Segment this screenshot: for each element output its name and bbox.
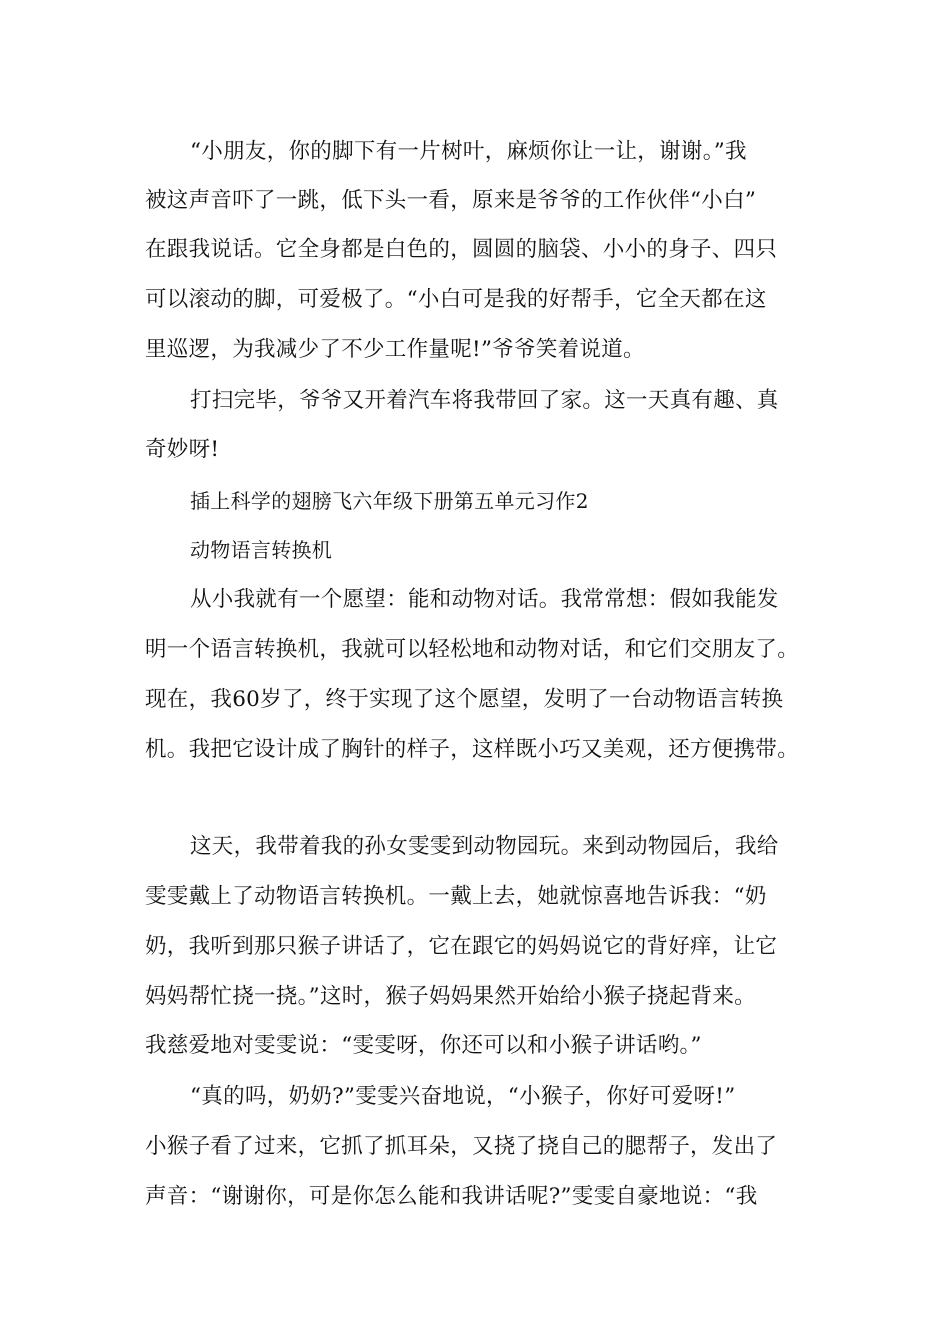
text-line: 这天，我带着我的孙女雯雯到动物园玩。来到动物园后，我给: [190, 834, 779, 859]
text-line: 里巡逻，为我减少了不少工作量呢!”爷爷笑着说道。: [145, 337, 645, 362]
text-line: 在跟我说话。它全身都是白色的，圆圆的脑袋、小小的身子、四只: [145, 237, 778, 262]
section-title: 插上科学的翅膀飞六年级下册第五单元习作2: [190, 489, 589, 513]
text-line: 从小我就有一个愿望：能和动物对话。我常常想：假如我能发: [190, 587, 779, 612]
text-line: 现在，我60岁了，终于实现了这个愿望，发明了一台动物语言转换: [145, 687, 784, 712]
text-line: 被这声音吓了一跳，低下头一看，原来是爷爷的工作伙伴“小白”: [145, 188, 757, 213]
text-line: 妈妈帮忙挠一挠。”这时，猴子妈妈果然开始给小猴子挠起背来。: [145, 984, 756, 1009]
text-line: “小朋友，你的脚下有一片树叶，麻烦你让一让，谢谢。”我: [190, 139, 747, 164]
text-line: 可以滚动的脚，可爱极了。“小白可是我的好帮手，它全天都在这: [145, 287, 767, 312]
text-line: 明一个语言转换机，我就可以轻松地和动物对话，和它们交朋友了。: [145, 637, 800, 662]
text-line: 打扫完毕，爷爷又开着汽车将我带回了家。这一天真有趣、真: [190, 388, 779, 413]
text-line: 雯雯戴上了动物语言转换机。一戴上去，她就惊喜地告诉我：“奶: [145, 884, 767, 909]
essay-title: 动物语言转换机: [190, 538, 333, 562]
text-line: 机。我把它设计成了胸针的样子，这样既小巧又美观，还方便携带。: [145, 737, 800, 762]
text-line: 奶，我听到那只猴子讲话了，它在跟它的妈妈说它的背好痒，让它: [145, 934, 778, 959]
text-line: 我慈爱地对雯雯说：“雯雯呀，你还可以和小猴子讲话哟。”: [145, 1033, 702, 1058]
text-line: “真的吗，奶奶?”雯雯兴奋地说，“小猴子，你好可爱呀!”: [190, 1084, 736, 1109]
text-line: 小猴子看了过来，它抓了抓耳朵，又挠了挠自己的腮帮子，发出了: [145, 1134, 778, 1159]
text-line: 声音：“谢谢你，可是你怎么能和我讲话呢?”雯雯自豪地说：“我: [145, 1184, 758, 1209]
text-line: 奇妙呀!: [145, 437, 220, 462]
